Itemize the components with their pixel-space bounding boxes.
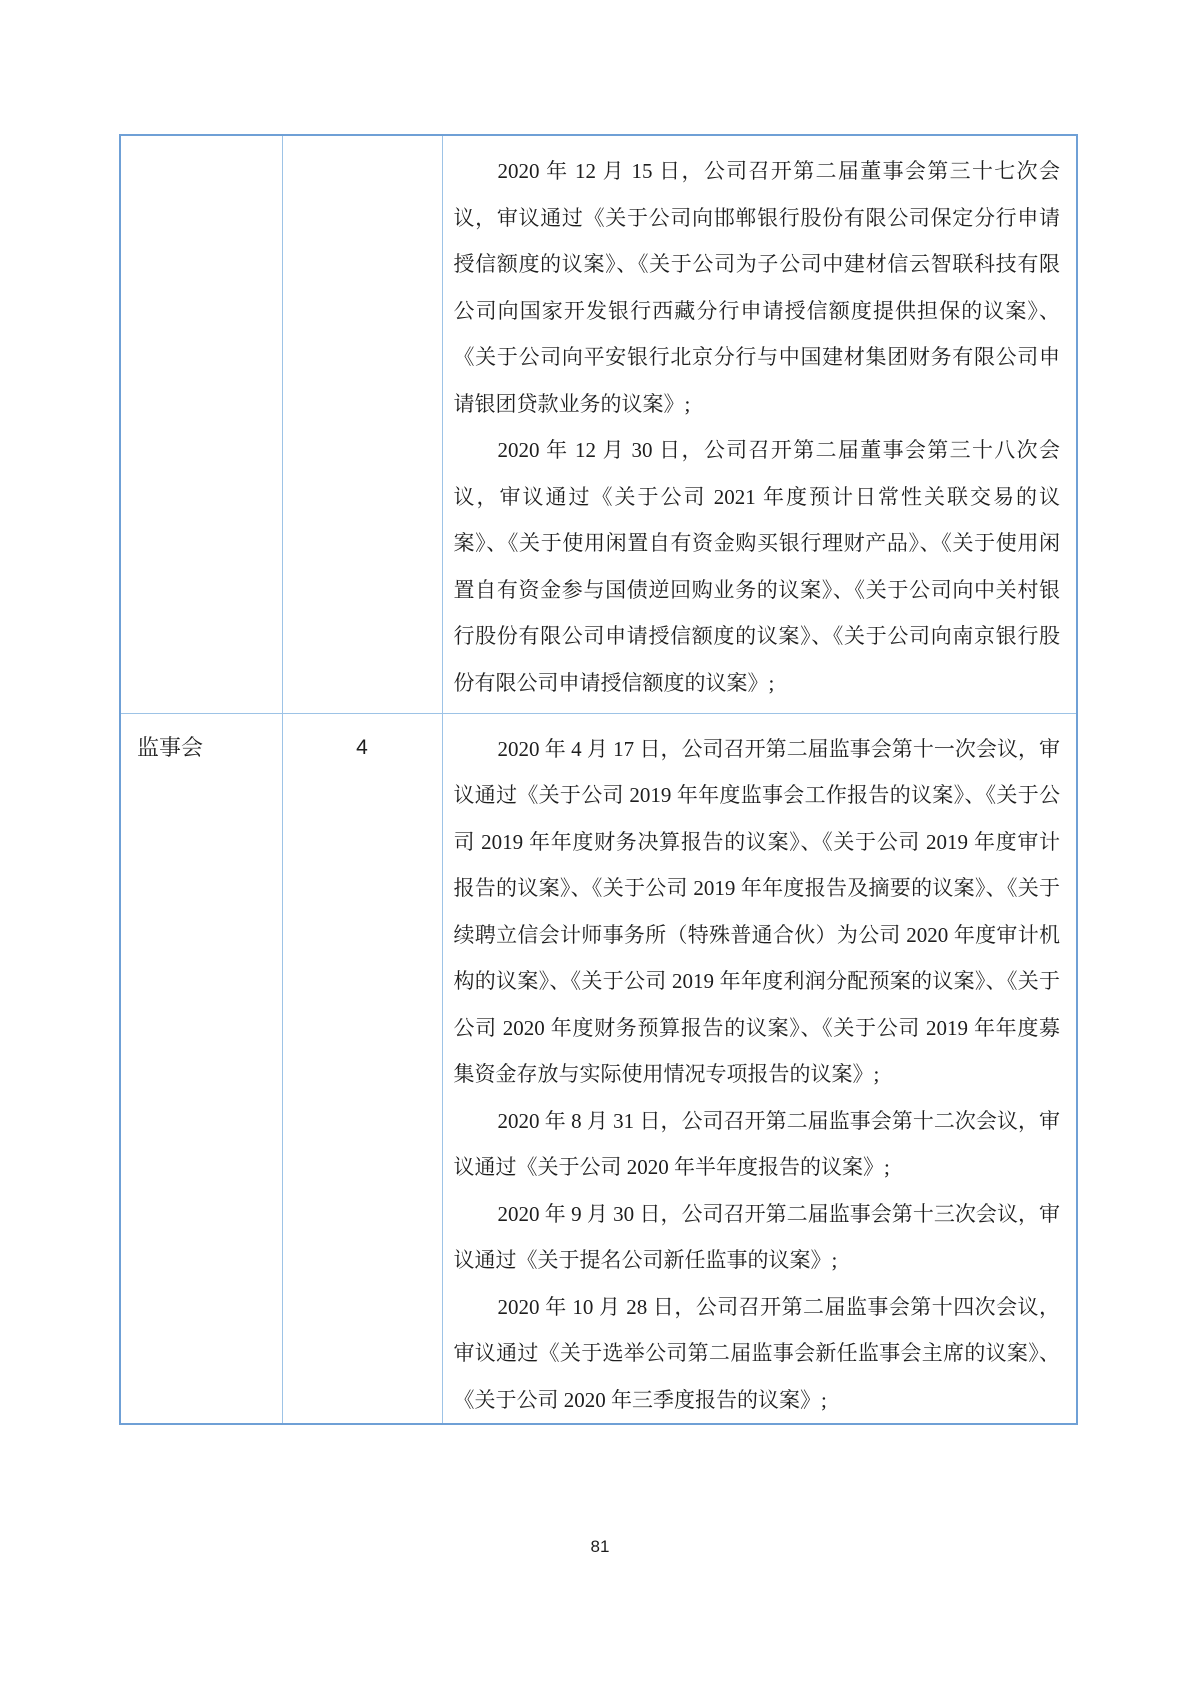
table-row-supervisory-board bbox=[120, 713, 1077, 1424]
meeting-paragraph: 2020 年 12 月 15 日，公司召开第二届董事会第三十七次会议，审议通过《关于公司向邯郸银行股份有限公司保定分行申请授信额度的议案》、《关于公司为子公司中建材信云智联科技有限公司向国家开发银行西藏分行申请授信额度提供担保的议案》、《关于公司向平安银行北京分行与中国建材集团财务有限公司申请银团贷款业务的议案》; bbox=[453, 159, 1060, 416]
organ-cell bbox=[120, 713, 282, 1424]
meeting-count-cell bbox=[282, 135, 442, 713]
organ-label: 监事会 bbox=[137, 734, 204, 760]
meeting-paragraph: 2020 年 10 月 28 日，公司召开第二届监事会第十四次会议，审议通过《关于选举公司第二届监事会新任监事会主席的议案》、《关于公司 2020 年三季度报告的议案》; bbox=[453, 1294, 1060, 1412]
meeting-paragraph: 2020 年 9 月 30 日，公司召开第二届监事会第十三次会议，审议通过《关于提名公司新任监事的议案》; bbox=[453, 1201, 1060, 1272]
meeting-count-cell bbox=[282, 713, 442, 1424]
meeting-paragraph: 2020 年 4 月 17 日，公司召开第二届监事会第十一次会议，审议通过《关于公司 2019 年年度监事会工作报告的议案》、《关于公司 2019 年年度财务决算报告的议案》、《关于公司 2019 年度审计报告的议案》、《关于公司 2019 年年度报告及摘要的议案》、《关于续聘立信会计师事务所（特殊普通合伙）为公司 2020 年度审计机构的议案》、《关于公司 2019 年年度利润分配预案的议案》、《关于公司 2020 年度财务预算报告的议案》、《关于公司 2019 年年度募集资金存放与实际使用情况专项报告的议案》; bbox=[453, 736, 1060, 1086]
page-number: 81 bbox=[590, 1537, 610, 1556]
table-row-board-continued bbox=[120, 135, 1077, 713]
meeting-paragraph: 2020 年 8 月 31 日，公司召开第二届监事会第十二次会议，审议通过《关于公司 2020 年半年度报告的议案》; bbox=[453, 1108, 1060, 1179]
meeting-paragraph: 2020 年 12 月 30 日，公司召开第二届董事会第三十八次会议，审议通过《关于公司 2021 年度预计日常性关联交易的议案》、《关于使用闲置自有资金购买银行理财产品》、《关于使用闲置自有资金参与国债逆回购业务的议案》、《关于公司向中关村银行股份有限公司申请授信额度的议案》、《关于公司向南京银行股份有限公司申请授信额度的议案》; bbox=[453, 438, 1060, 695]
organ-cell bbox=[120, 135, 282, 713]
governance-meetings-table bbox=[119, 134, 1078, 1425]
meeting-details-cell bbox=[442, 135, 1077, 713]
meeting-details-cell bbox=[442, 713, 1077, 1424]
meeting-count: 4 bbox=[356, 735, 368, 759]
